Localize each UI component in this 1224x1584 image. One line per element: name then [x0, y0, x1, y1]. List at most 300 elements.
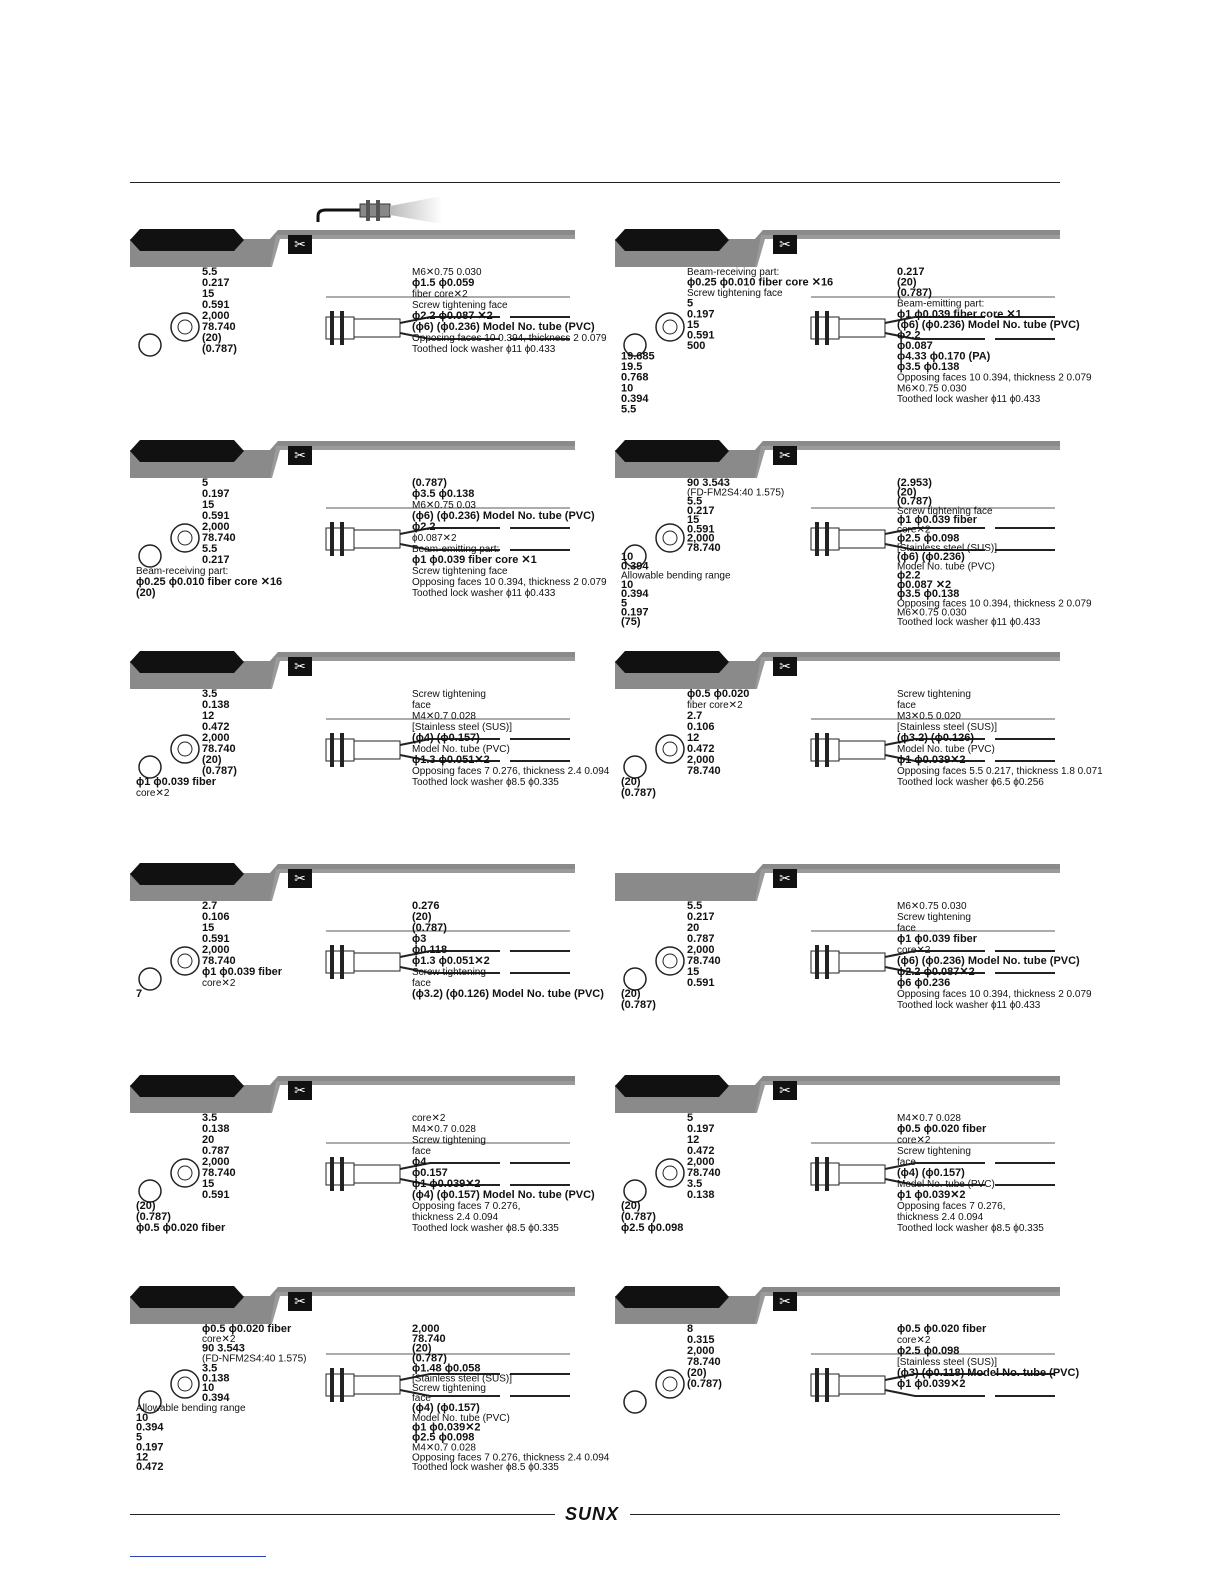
- dimension-label: core✕2: [202, 1333, 236, 1345]
- end-view-circle: [656, 313, 684, 341]
- dimension-label: (ϕ3) (ϕ0.118) Model No. tube (PVC): [897, 1367, 1080, 1379]
- dimension-label: (20): [136, 587, 156, 599]
- dimension-label: ϕ1.5 ϕ0.059: [412, 277, 475, 289]
- dimension-label: 78.740: [412, 1332, 446, 1345]
- dimension-label: (0.787): [897, 287, 932, 300]
- dimension-label: (ϕ4) (ϕ0.157): [897, 1167, 965, 1179]
- dimension-label: Toothed lock washer ϕ6.5 ϕ0.256: [897, 777, 1044, 788]
- dimension-label: (2.953): [897, 477, 932, 489]
- dimension-label: Toothed lock washer ϕ8.5 ϕ0.335: [412, 1462, 559, 1474]
- dimension-label: ϕ1.3 ϕ0.051✕2: [412, 754, 490, 766]
- dimension-label: 0.217: [202, 277, 230, 289]
- dimension-label: 0.591: [202, 933, 230, 945]
- dimension-label: 0.138: [202, 1372, 230, 1385]
- panel-header-band: [130, 1286, 575, 1322]
- scissors-icon: ✂: [288, 869, 312, 888]
- dimension-label: 2,000: [687, 1156, 715, 1168]
- dimension-label: (20): [897, 276, 917, 289]
- panel-header-band: [615, 229, 1060, 265]
- scissors-icon: ✂: [773, 1292, 797, 1311]
- dimension-label: (ϕ4) (ϕ0.157) Model No. tube (PVC): [412, 1189, 595, 1201]
- dimension-label: 0.768: [621, 371, 649, 384]
- panel-header-band: [130, 440, 575, 476]
- dimension-label: Opposing faces 7 0.276,: [412, 1201, 521, 1212]
- dimension-label: [Stainless steel (SUS)]: [412, 722, 513, 733]
- dimension-label: ϕ2.2 ϕ0.087✕2: [897, 966, 975, 978]
- dimension-label: ϕ1 ϕ0.039✕2: [412, 1178, 481, 1190]
- dimension-label: Beam-emitting part:: [897, 298, 985, 310]
- dimension-label: 0.591: [202, 1189, 230, 1201]
- dimension-label: thickness 2.4 0.094: [412, 1212, 499, 1223]
- dimension-label: 0.591: [202, 510, 230, 522]
- model-badge-hex: [615, 1286, 729, 1308]
- dimension-label: 0.472: [202, 721, 230, 733]
- dimension-label: 0.394: [621, 392, 649, 405]
- end-view-circle: [171, 313, 199, 341]
- dimension-label: (ϕ6) (ϕ0.236) Model No. tube (PVC): [412, 321, 595, 333]
- dimension-label: Toothed lock washer ϕ8.5 ϕ0.335: [412, 1223, 559, 1234]
- dimension-label: (20): [412, 1342, 432, 1355]
- dimension-label: face: [412, 978, 431, 989]
- dimension-label: ϕ2.5 ϕ0.098: [621, 1222, 684, 1234]
- dimension-label: 10: [621, 551, 634, 563]
- dimension-label: 3.5: [202, 1112, 218, 1124]
- dimension-label: 12: [202, 710, 215, 722]
- dimension-label: (FD-NFM2S4:40 1.575): [202, 1353, 307, 1365]
- dimension-label: 0.394: [202, 1392, 230, 1405]
- fiber-panel-1: [130, 229, 607, 424]
- dimension-label: (0.787): [412, 477, 447, 489]
- dimension-label: (ϕ4) (ϕ0.157): [412, 1401, 480, 1414]
- fiber-core-circle: [139, 1180, 161, 1202]
- dimension-label: Screw tightening face: [897, 505, 993, 517]
- dimension-label: M6✕0.75 0.030: [897, 383, 967, 395]
- dimension-drawing: [130, 687, 610, 852]
- dimension-label: 20: [202, 1134, 215, 1146]
- footer-link-underline: [130, 1556, 266, 1557]
- dimension-label: 0.787: [687, 933, 715, 945]
- dimension-label: 0.197: [202, 488, 230, 500]
- dimension-label: 0.138: [202, 699, 230, 711]
- dimension-label: fiber core✕2: [412, 289, 468, 300]
- dimension-label: (20): [621, 776, 641, 788]
- dimension-label: (FD-FM2S4:40 1.575): [687, 487, 785, 499]
- dimension-drawing: [615, 265, 1092, 430]
- fiber-panel-6: [615, 651, 1103, 846]
- dimension-label: ϕ1 ϕ0.039✕2: [412, 1421, 481, 1434]
- dimension-label: ϕ3.5 ϕ0.138: [412, 488, 475, 500]
- dimension-label: face: [897, 923, 916, 934]
- dimension-label: ϕ0.118: [412, 944, 448, 956]
- dimension-label: 78.740: [202, 955, 236, 967]
- end-view-circle: [171, 735, 199, 763]
- dimension-label: ϕ0.5 ϕ0.020: [687, 688, 750, 700]
- dimension-label: 12: [136, 1451, 149, 1464]
- fiber-panel-5: [130, 651, 610, 846]
- top-rule: [130, 182, 1060, 183]
- dimension-label: 78.740: [687, 955, 721, 967]
- dimension-label: Beam-emitting part:: [412, 544, 500, 555]
- dimension-label: 12: [687, 1134, 700, 1146]
- dimension-label: 78.740: [687, 541, 721, 554]
- dimension-label: (0.787): [621, 1211, 656, 1223]
- dimension-label: 15: [687, 318, 700, 331]
- dimension-label: (20): [136, 1200, 156, 1212]
- dimension-label: 90 3.543: [687, 477, 730, 489]
- end-view-circle: [656, 1159, 684, 1187]
- dimension-label: ϕ1 ϕ0.039✕2: [897, 1378, 966, 1390]
- dimension-label: 0.472: [687, 743, 715, 755]
- dimension-label: Allowable bending range: [621, 570, 731, 582]
- dimension-label: 0.217: [897, 266, 925, 278]
- end-view-circle: [171, 1370, 199, 1398]
- dimension-label: 20: [687, 922, 700, 934]
- dimension-label: (0.787): [621, 787, 656, 799]
- dimension-label: ϕ1 ϕ0.039 fiber: [897, 933, 978, 945]
- fiber-core-circle: [139, 756, 161, 778]
- fiber-core-circle: [139, 334, 161, 356]
- dimension-label: 7: [136, 988, 143, 1000]
- dimension-label: Screw tightening: [897, 1146, 971, 1157]
- fiber-core-circle: [624, 1391, 646, 1413]
- model-badge-hex: [130, 1075, 244, 1097]
- dimension-label: 15: [202, 922, 215, 934]
- dimension-label: ϕ1.3 ϕ0.051✕2: [412, 955, 490, 967]
- dimension-label: 0.394: [621, 588, 649, 600]
- scissors-icon: ✂: [773, 1081, 797, 1100]
- dimension-label: core✕2: [897, 524, 931, 536]
- dimension-label: 2,000: [687, 1345, 715, 1357]
- bottom-rule-right: [630, 1514, 1060, 1515]
- dimension-label: 10: [621, 382, 634, 395]
- dimension-label: Toothed lock washer ϕ8.5 ϕ0.335: [412, 777, 559, 788]
- dimension-label: 5: [136, 1431, 143, 1444]
- dimension-label: (20): [897, 486, 917, 499]
- dimension-label: 0.394: [621, 560, 649, 573]
- dimension-label: Model No. tube (PVC): [897, 1179, 995, 1190]
- dimension-label: Model No. tube (PVC): [897, 744, 995, 755]
- dimension-label: 2,000: [202, 1156, 230, 1168]
- dimension-label: Screw tightening: [412, 967, 486, 978]
- dimension-label: 500: [687, 340, 706, 352]
- dimension-label: [Stainless steel (SUS)]: [412, 1373, 513, 1385]
- scissors-icon: ✂: [773, 235, 797, 254]
- model-badge-hex: [130, 229, 244, 251]
- dimension-label: ϕ1 ϕ0.039✕2: [897, 1189, 966, 1201]
- dimension-label: 78.740: [202, 743, 236, 755]
- dimension-label: Toothed lock washer ϕ11 ϕ0.433: [897, 393, 1041, 405]
- panel-header-band: [615, 863, 1060, 899]
- fiber-panel-4: [615, 440, 1092, 635]
- dimension-label: 15: [687, 966, 700, 978]
- fiber-core-circle: [624, 756, 646, 778]
- brand-logo: SUNX: [565, 1504, 620, 1524]
- dimension-label: M4✕0.7 0.028: [412, 1124, 476, 1135]
- dimension-label: Toothed lock washer ϕ11 ϕ0.433: [897, 616, 1041, 628]
- scissors-icon: ✂: [288, 446, 312, 465]
- dimension-drawing: [130, 476, 607, 641]
- dimension-label: face: [412, 700, 431, 711]
- dimension-drawing: [615, 899, 1092, 1064]
- dimension-label: ϕ1 ϕ0.039 fiber core ✕1: [897, 308, 1022, 321]
- dimension-label: [Stainless steel (SUS)]: [897, 542, 998, 554]
- dimension-label: Opposing faces 5.5 0.217, thickness 1.8 0.071: [897, 766, 1103, 777]
- dimension-label: M3✕0.5 0.020: [897, 711, 961, 722]
- scissors-icon: ✂: [288, 235, 312, 254]
- dimension-label: 19.5: [621, 361, 643, 374]
- dimension-label: 0.138: [687, 1189, 715, 1201]
- panel-header-band: [130, 229, 575, 265]
- dimension-label: ϕ1 ϕ0.039✕2: [897, 754, 966, 766]
- dimension-label: Toothed lock washer ϕ11 ϕ0.433: [412, 588, 556, 599]
- dimension-label: (ϕ3.2) (ϕ0.126): [897, 732, 975, 744]
- scissors-icon: ✂: [288, 1081, 312, 1100]
- dimension-label: ϕ2.5 ϕ0.098: [412, 1431, 475, 1444]
- dimension-drawing: [615, 1111, 1060, 1276]
- fiber-panel-9: [130, 1075, 595, 1270]
- model-badge-hex: [130, 863, 244, 885]
- dimension-label: [Stainless steel (SUS)]: [897, 722, 998, 733]
- dimension-label: (0.787): [412, 1352, 447, 1365]
- dimension-label: 78.740: [687, 1167, 721, 1179]
- dimension-label: 3.5: [202, 1362, 218, 1375]
- dimension-label: ϕ1 ϕ0.039 fiber: [136, 776, 217, 788]
- dimension-label: 0.217: [687, 911, 715, 923]
- dimension-label: (20): [621, 1200, 641, 1212]
- dimension-label: ϕ3.5 ϕ0.138: [897, 361, 960, 374]
- dimension-label: Opposing faces 7 0.276, thickness 2.4 0.094: [412, 1452, 610, 1464]
- dimension-label: 5.5: [202, 543, 218, 555]
- dimension-label: Screw tightening: [412, 1383, 486, 1395]
- dimension-drawing: [615, 1322, 1080, 1487]
- dimension-label: 0.394: [136, 1421, 164, 1434]
- dimension-label: ϕ2.2 ϕ0.087 ✕2: [412, 310, 493, 322]
- panel-header-band: [615, 1286, 1060, 1322]
- dimension-label: 15: [687, 514, 700, 526]
- dimension-label: thickness 2.4 0.094: [897, 1212, 984, 1223]
- dimension-label: face: [897, 700, 916, 711]
- dimension-label: ϕ4: [412, 1156, 427, 1168]
- bottom-rule-left: [130, 1514, 555, 1515]
- fiber-core-circle: [624, 968, 646, 990]
- end-view-circle: [171, 947, 199, 975]
- dimension-label: 2,000: [687, 944, 715, 956]
- dimension-label: 2.7: [687, 710, 703, 722]
- dimension-label: Opposing faces 10 0.394, thickness 2 0.079: [897, 372, 1092, 384]
- panel-header-band: [615, 1075, 1060, 1111]
- dimension-label: 90 3.543: [202, 1342, 245, 1355]
- dimension-label: M4✕0.7 0.028: [897, 1113, 961, 1124]
- dimension-label: ϕ0.5 ϕ0.020 fiber: [897, 1323, 987, 1335]
- dimension-label: 8: [687, 1323, 694, 1335]
- dimension-label: fiber core✕2: [687, 700, 743, 711]
- fiber-core-circle: [139, 545, 161, 567]
- dimension-label: ϕ0.25 ϕ0.010 fiber core ✕16: [136, 576, 283, 588]
- fiber-panel-8: [615, 863, 1092, 1058]
- dimension-drawing: [615, 476, 1092, 641]
- dimension-label: Screw tightening face: [687, 288, 783, 300]
- dimension-label: 19.685: [621, 350, 655, 363]
- dimension-label: ϕ1 ϕ0.039 fiber: [202, 966, 283, 978]
- dimension-label: 5.5: [687, 495, 703, 508]
- scissors-icon: ✂: [288, 1292, 312, 1311]
- model-badge-hex: [615, 440, 729, 462]
- dimension-label: Screw tightening: [897, 689, 971, 700]
- dimension-label: core✕2: [136, 788, 170, 799]
- dimension-label: 0.217: [202, 554, 230, 566]
- dimension-label: 0.197: [687, 308, 715, 321]
- dimension-label: 5: [621, 597, 628, 610]
- panel-header-band: [130, 1075, 575, 1111]
- fiber-panel-11: [130, 1286, 610, 1481]
- dimension-label: ϕ2.5 ϕ0.098: [897, 1345, 960, 1357]
- dimension-label: (0.787): [897, 495, 932, 508]
- dimension-label: 12: [687, 732, 700, 744]
- dimension-label: M6✕0.75 0.030: [897, 607, 967, 619]
- dimension-label: 78.740: [202, 532, 236, 544]
- dimension-label: 78.740: [202, 1167, 236, 1179]
- fiber-panel-2: [615, 229, 1092, 424]
- dimension-label: 0.472: [136, 1461, 164, 1474]
- dimension-label: 2,000: [687, 532, 715, 545]
- dimension-label: core✕2: [897, 1135, 931, 1146]
- dimension-label: ϕ3: [412, 933, 427, 945]
- dimension-label: (20): [412, 911, 432, 923]
- dimension-label: Toothed lock washer ϕ11 ϕ0.433: [897, 1000, 1041, 1011]
- dimension-label: ϕ0.5 ϕ0.020 fiber: [202, 1323, 292, 1335]
- dimension-label: (ϕ4) (ϕ0.157): [412, 732, 480, 744]
- dimension-label: Beam-receiving part:: [687, 267, 780, 278]
- dimension-label: 5.5: [621, 403, 637, 416]
- dimension-label: ϕ2.5 ϕ0.098: [897, 532, 960, 545]
- dimension-label: 0.197: [621, 606, 649, 619]
- dimension-drawing: [615, 687, 1103, 852]
- dimension-label: Model No. tube (PVC): [412, 744, 510, 755]
- model-badge-hex: [615, 1075, 729, 1097]
- dimension-label: 2,000: [202, 310, 230, 322]
- dimension-label: face: [412, 1393, 431, 1405]
- dimension-label: 5: [202, 477, 209, 489]
- dimension-label: ϕ6 ϕ0.236: [897, 977, 951, 989]
- dimension-label: Allowable bending range: [136, 1402, 246, 1414]
- dimension-label: ϕ0.157: [412, 1167, 448, 1179]
- fiber-panel-7: [130, 863, 604, 1058]
- dimension-label: 0.591: [687, 329, 715, 342]
- fiber-core-circle: [139, 968, 161, 990]
- dimension-label: 2.7: [202, 900, 218, 912]
- dimension-label: M6✕0.75 0.03: [412, 500, 476, 511]
- dimension-label: 0.138: [202, 1123, 230, 1135]
- dimension-label: (20): [621, 988, 641, 1000]
- dimension-label: ϕ1 ϕ0.039 fiber core ✕1: [412, 554, 537, 566]
- dimension-label: 0.197: [687, 1123, 715, 1135]
- fiber-panel-3: [130, 440, 607, 635]
- dimension-label: 3.5: [202, 688, 218, 700]
- dimension-label: 10: [136, 1411, 149, 1424]
- dimension-label: 0.472: [687, 1145, 715, 1157]
- dimension-label: 10: [621, 578, 634, 591]
- dimension-drawing: [130, 265, 607, 430]
- dimension-label: ϕ0.5 ϕ0.020 fiber: [136, 1222, 226, 1234]
- dimension-label: Opposing faces 10 0.394, thickness 2 0.079: [897, 598, 1092, 610]
- end-view-circle: [656, 524, 684, 552]
- model-badge-hex: [130, 1286, 244, 1308]
- dimension-label: face: [412, 1146, 431, 1157]
- dimension-label: 0.197: [136, 1441, 164, 1454]
- dimension-label: ϕ4.33 ϕ0.170 (PA): [897, 350, 991, 363]
- end-view-circle: [171, 1159, 199, 1187]
- dimension-label: M6✕0.75 0.030: [897, 901, 967, 912]
- dimension-label: 5.5: [687, 900, 703, 912]
- dimension-label: (20): [687, 1367, 707, 1379]
- dimension-drawing: [130, 899, 604, 1064]
- dimension-label: 2,000: [412, 1323, 440, 1335]
- dimension-label: ϕ0.087✕2: [412, 533, 457, 544]
- dimension-label: M4✕0.7 0.028: [412, 1442, 476, 1454]
- dimension-drawing: [130, 1322, 610, 1487]
- fiber-header-icon: [310, 190, 450, 230]
- scissors-icon: ✂: [773, 657, 797, 676]
- end-view-circle: [656, 1370, 684, 1398]
- dimension-label: 10: [202, 1382, 215, 1395]
- dimension-label: (0.787): [687, 1378, 722, 1390]
- dimension-label: 0.591: [687, 523, 715, 536]
- dimension-label: Opposing faces 10 0.394, thickness 2 0.079: [412, 577, 607, 588]
- panel-header-band: [130, 651, 575, 687]
- dimension-label: 15: [202, 499, 215, 511]
- dimension-label: Opposing faces 10 0.394, thickness 2 0.079: [897, 989, 1092, 1000]
- dimension-label: 2,000: [202, 944, 230, 956]
- dimension-label: 0.591: [202, 299, 230, 311]
- dimension-label: (ϕ6) (ϕ0.236) Model No. tube (PVC): [897, 318, 1080, 331]
- dimension-label: 0.106: [687, 721, 715, 733]
- dimension-label: core✕2: [202, 978, 236, 989]
- dimension-label: 15: [202, 1178, 215, 1190]
- dimension-label: ϕ2.2: [412, 521, 436, 533]
- dimension-label: Screw tightening: [412, 689, 486, 700]
- dimension-label: 0.217: [687, 504, 715, 517]
- dimension-label: Opposing faces 7 0.276, thickness 2.4 0.094: [412, 766, 610, 777]
- dimension-label: 2,000: [202, 732, 230, 744]
- dimension-label: core✕2: [412, 1113, 446, 1124]
- dimension-label: (0.787): [412, 922, 447, 934]
- dimension-label: 3.5: [687, 1178, 703, 1190]
- dimension-label: (0.787): [202, 343, 237, 355]
- dimension-label: ϕ0.25 ϕ0.010 fiber core ✕16: [687, 276, 834, 289]
- model-badge-hex: [130, 440, 244, 462]
- dimension-label: face: [897, 1157, 916, 1168]
- model-badge-hex: [130, 651, 244, 673]
- dimension-label: 0.591: [687, 977, 715, 989]
- dimension-label: Toothed lock washer ϕ8.5 ϕ0.335: [897, 1223, 1044, 1234]
- dimension-label: Toothed lock washer ϕ11 ϕ0.433: [412, 344, 556, 355]
- end-view-circle: [656, 947, 684, 975]
- scissors-icon: ✂: [773, 869, 797, 888]
- dimension-label: ϕ1 ϕ0.039 fiber: [897, 514, 978, 526]
- dimension-label: core✕2: [897, 1335, 931, 1346]
- dimension-label: (ϕ6) (ϕ0.236): [897, 551, 965, 563]
- dimension-label: Screw tightening face: [412, 300, 508, 311]
- panel-header-band: [615, 651, 1060, 687]
- dimension-label: Model No. tube (PVC): [412, 1412, 510, 1424]
- dimension-label: 15: [202, 288, 215, 300]
- dimension-label: [Stainless steel (SUS)]: [897, 1357, 998, 1368]
- dimension-label: Model No. tube (PVC): [897, 561, 995, 573]
- dimension-label: core✕2: [897, 945, 931, 956]
- end-view-circle: [171, 524, 199, 552]
- dimension-label: ϕ0.5 ϕ0.020 fiber: [897, 1123, 987, 1135]
- dimension-label: Opposing faces 7 0.276,: [897, 1201, 1006, 1212]
